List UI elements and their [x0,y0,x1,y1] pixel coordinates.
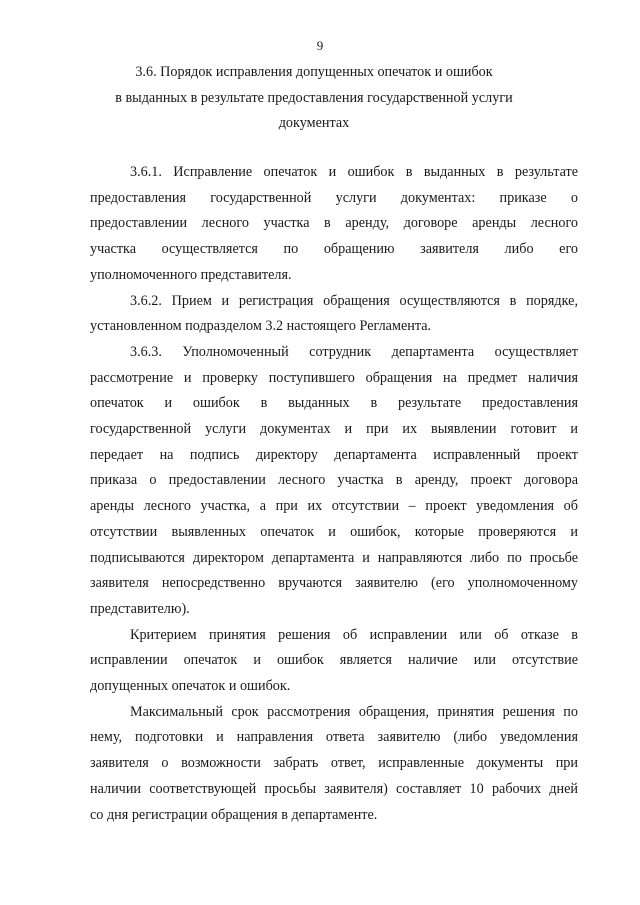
text-line: отсутствии выявленных опечаток и ошибок, которые проверяются и [90,523,578,540]
document-body [90,160,578,828]
text-line: подписываются директором департамента и направляются либо по просьбе [90,549,578,566]
text-line: установленном подразделом 3.2 настоящего Регламента. [90,318,432,335]
text-line: приказа о предоставлении лесного участка в аренду, проект договора [90,472,578,489]
section-heading-line: 3.6. Порядок исправления допущенных опечаток и ошибок [135,64,493,80]
text-line: предоставления государственной услуги документах: приказе о [90,189,578,206]
paragraph-3-6-2 [90,289,578,340]
paragraph-3-6-3 [90,340,578,623]
text-line: представителю). [90,600,190,617]
page-number: 9 [316,38,324,53]
text-line: передает на подпись директору департамента исправленный проект [90,446,578,463]
text-line: заявителя о возможности забрать ответ, исправленные документы при [90,755,578,772]
text-line: опечаток и ошибок в выданных в результате предоставления [90,395,578,412]
text-line: исправлении опечаток и ошибок является наличие или отсутствие [90,652,578,669]
text-line: 3.6.2. Прием и регистрация обращения осуществляются в порядке, [130,292,578,309]
text-line: 3.6.3. Уполномоченный сотрудник департамента осуществляет [130,343,578,360]
text-line: рассмотрение и проверку поступившего обращения на предмет наличия [90,369,578,386]
paragraph-max-period [90,700,578,829]
text-line: уполномоченного представителя. [90,266,292,283]
text-line: заявителя непосредственно вручаются заявителю (его уполномоченному [90,575,578,592]
text-line: аренды лесного участка, а при их отсутствии – проект уведомления об [90,498,578,515]
text-line: нему, подготовки и направления ответа заявителю (либо уведомления [90,729,578,746]
section-heading [68,60,560,137]
section-heading-line: документах [278,115,350,131]
text-line: Максимальный срок рассмотрения обращения, принятия решения по [130,703,578,720]
text-line: государственной услуги документах и при их выявлении готовит и [90,421,578,438]
text-line: участка осуществляется по обращению заявителя либо его [90,241,578,258]
text-line: Критерием принятия решения об исправлении или об отказе в [130,626,578,643]
text-line: предоставлении лесного участка в аренду, договоре аренды лесного [90,215,578,232]
section-heading-line: в выданных в результате предоставления государственной услуги [115,89,513,106]
text-line: наличии соответствующей просьбы заявителя) составляет 10 рабочих дней [90,780,578,797]
paragraph-criterion [90,623,578,700]
paragraph-3-6-1 [90,160,578,289]
text-line: допущенных опечаток и ошибок. [90,678,291,695]
text-line: со дня регистрации обращения в департаменте. [90,806,378,823]
text-line: 3.6.1. Исправление опечаток и ошибок в выданных в результате [130,164,578,180]
